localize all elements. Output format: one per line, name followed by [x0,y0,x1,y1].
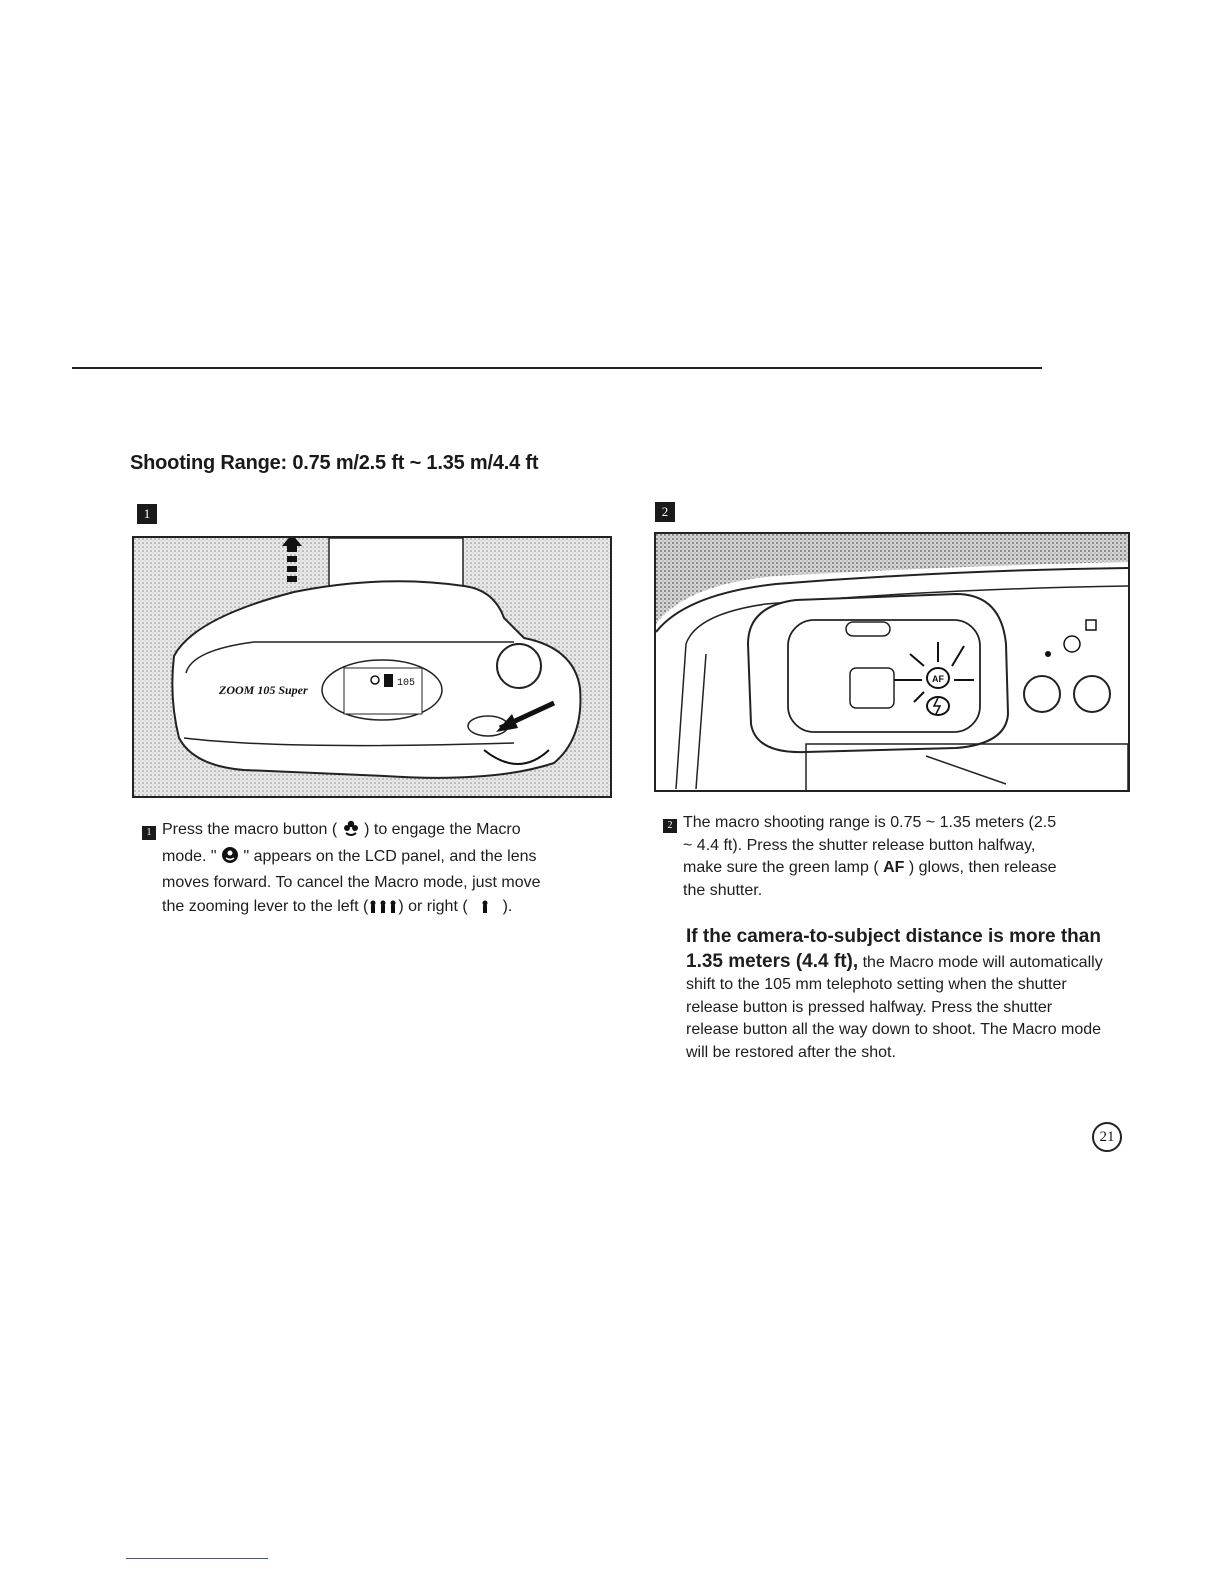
bottom-rule [126,1558,268,1559]
section-heading: Shooting Range: 0.75 m/2.5 ft ~ 1.35 m/4.4 ft [130,452,539,474]
figure-camera-back [654,532,1130,792]
af-lamp-label: AF [932,674,944,684]
step-1-bullet: 1 [142,826,156,840]
top-rule [72,367,1042,369]
macro-mode-icon [221,846,239,872]
macro-button-icon [342,819,360,845]
step-2-bullet: 2 [663,819,677,833]
camera-brand-label: ZOOM 105 Super [219,683,308,697]
lcd-readout: 105 [397,678,416,689]
note-lead: If the camera-to-subject distance is more than 1.35 meters (4.4 ft), [686,926,1101,972]
step-2-marker: 2 [655,502,675,522]
page-number: 21 [1092,1122,1122,1152]
distance-note [686,925,1106,1064]
wide-zoom-icon [368,898,398,922]
step-2-caption: 2 The macro shooting range is 0.75 ~ 1.35 meters (2.5 ~ 4.4 ft). Press the shutter release button halfway, make sure the green lamp ( AF ) glows, then release the shutter. [663,812,1113,902]
camera-top-illustration [134,538,610,796]
tele-zoom-icon [480,898,490,922]
af-inline-label: AF [883,859,905,876]
step-1-caption: 1 Press the macro button ( ) to engage the Macro mode. " " appears on the LCD panel, and the lens moves forward. To cancel the Macro mode, just move the zooming lever to the left ( ) or right ( ). [142,818,602,921]
step-1-marker: 1 [137,504,157,524]
note-body: the Macro mode will automatically shift to the 105 mm telephoto setting when the shutter release button is pressed halfway. Press the shutter release button all the way down to shoot. The Macro mode will be restored after the shot. [686,953,1103,1061]
camera-back-illustration [656,534,1128,790]
figure-camera-top [132,536,612,798]
